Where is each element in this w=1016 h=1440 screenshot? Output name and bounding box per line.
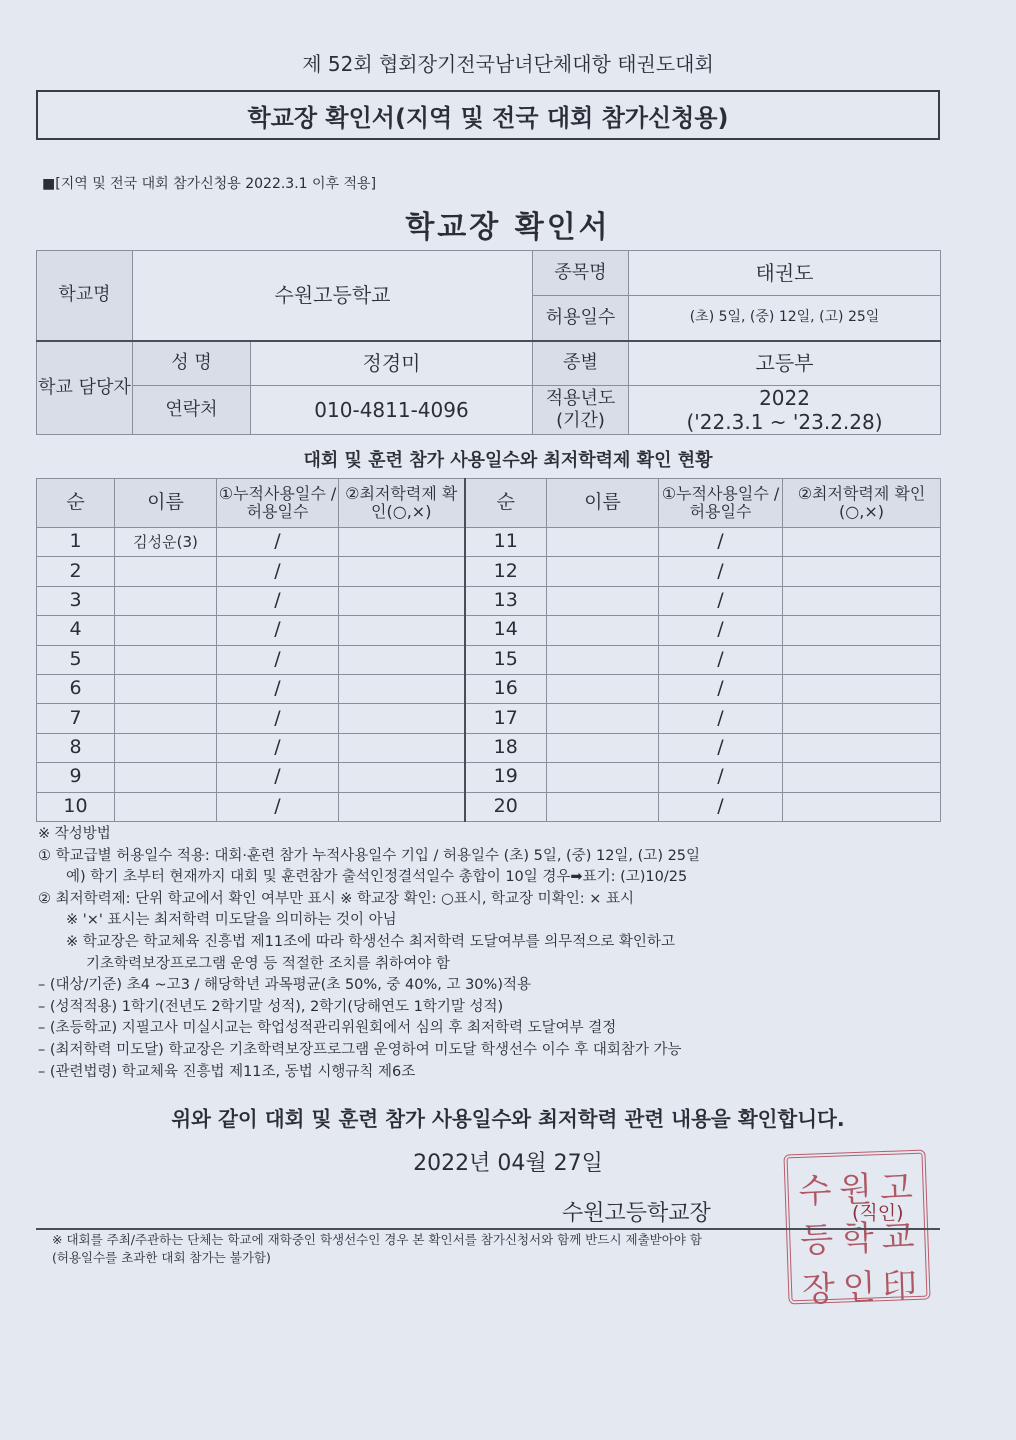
days-used-cell: / <box>217 763 339 792</box>
guide-line: – (대상/기준) 초4 ~고3 / 해당학년 과목평균(초 50%, 중 40%, 고 30%)적용 <box>38 977 531 994</box>
event-title: 제 52회 협회장기전국남녀단체대항 태권도대회 <box>302 52 714 76</box>
official-seal-stamp <box>783 1150 930 1310</box>
year-text: 2022 <box>759 386 810 410</box>
athlete-name <box>115 674 217 703</box>
info-table <box>36 250 941 435</box>
document-header-box: 학교장 확인서(지역 및 전국 대회 참가신청용) <box>36 90 940 140</box>
table-row <box>37 792 941 821</box>
days-used-cell: / <box>659 704 783 733</box>
row-number: 7 <box>37 704 115 733</box>
sport-value: 태권도 <box>629 251 941 296</box>
row-number: 2 <box>37 557 115 586</box>
row-number: 15 <box>465 645 547 674</box>
academic-check-cell <box>783 528 941 557</box>
days-used-cell: / <box>217 674 339 703</box>
academic-check-cell <box>783 645 941 674</box>
seal-char: 원 <box>838 1169 873 1211</box>
days-used-cell: / <box>659 645 783 674</box>
guide-line: ※ '×' 표시는 최저학력 미도달을 의미하는 것이 아님 <box>66 912 397 929</box>
athlete-name <box>547 792 659 821</box>
days-used-cell: / <box>217 557 339 586</box>
academic-check-cell <box>339 733 465 762</box>
period-text: ('22.3.1 ~ '23.2.28) <box>686 410 883 434</box>
guide-title: ※ 작성방법 <box>38 826 111 842</box>
seal-char: 인 <box>842 1267 877 1309</box>
manager-label: 학교 담당자 <box>37 341 133 435</box>
athlete-name <box>547 586 659 615</box>
sport-label: 종목명 <box>533 251 629 296</box>
days-used-cell: / <box>659 733 783 762</box>
academic-check-cell <box>783 616 941 645</box>
year-value <box>629 386 941 435</box>
guide-line: 기초학력보장프로그램 운영 등 적절한 조치를 취하여야 함 <box>86 955 450 972</box>
guide-line: – (관련법령) 학교체육 진흥법 제11조, 동법 시행규칙 제6조 <box>38 1063 416 1080</box>
footnote-line: (허용일수를 초과한 대회 참가는 불가함) <box>52 1250 271 1265</box>
row-number: 11 <box>465 528 547 557</box>
athlete-name <box>547 557 659 586</box>
col-header-days: ①누적사용일수 /허용일수 <box>659 479 783 528</box>
athlete-name <box>547 528 659 557</box>
school-name-value: 수원고등학교 <box>133 251 533 341</box>
footnote-line: ※ 대회를 주최/주관하는 단체는 학교에 재학중인 학생선수인 경우 본 확인서를 참가신청서와 함께 반드시 제출받아야 함 <box>52 1232 702 1247</box>
school-name-label: 학교명 <box>37 251 133 341</box>
academic-check-cell <box>339 645 465 674</box>
days-used-cell: / <box>217 586 339 615</box>
guide-line: ① 학교급별 허용일수 적용: 대회·훈련 참가 누적사용일수 기입 / 허용일수 (초) 5일, (중) 12일, (고) 25일 <box>38 847 701 864</box>
academic-check-cell <box>339 586 465 615</box>
guide-line: – (최저학력 미도달) 학교장은 기초학력보장프로그램 운영하여 미도달 학생선수 이수 후 대회참가 가능 <box>38 1041 682 1058</box>
athlete-name <box>115 586 217 615</box>
col-header-days: ①누적사용일수 /허용일수 <box>217 479 339 528</box>
athlete-name <box>547 645 659 674</box>
row-number: 12 <box>465 557 547 586</box>
col-header-name: 이름 <box>547 479 659 528</box>
days-used-cell: / <box>659 586 783 615</box>
table-row <box>37 704 941 733</box>
row-number: 16 <box>465 674 547 703</box>
athlete-name <box>115 704 217 733</box>
row-number: 18 <box>465 733 547 762</box>
confirmation-statement: 위와 같이 대회 및 훈련 참가 사용일수와 최저학력 관련 내용을 확인합니다. <box>171 1107 845 1131</box>
status-title: 대회 및 훈련 참가 사용일수와 최저학력제 확인 현황 <box>303 450 713 471</box>
table-row <box>37 674 941 703</box>
days-used-cell: / <box>217 645 339 674</box>
col-header-academic: ②최저학력제 확인(○,×) <box>783 479 941 528</box>
seal-char: 학 <box>840 1218 875 1260</box>
row-number: 13 <box>465 586 547 615</box>
table-row <box>37 645 941 674</box>
academic-check-cell <box>339 674 465 703</box>
row-number: 8 <box>37 733 115 762</box>
row-number: 14 <box>465 616 547 645</box>
academic-check-cell <box>783 557 941 586</box>
year-label: 적용년도 (기간) <box>533 386 629 435</box>
col-header-no: 순 <box>37 479 115 528</box>
days-used-cell: / <box>217 616 339 645</box>
table-row <box>37 557 941 586</box>
athlete-name <box>547 674 659 703</box>
days-used-cell: / <box>659 616 783 645</box>
row-number: 6 <box>37 674 115 703</box>
athlete-name <box>547 616 659 645</box>
category-label: 종별 <box>533 341 629 386</box>
academic-check-cell <box>783 792 941 821</box>
allowed-days-label: 허용일수 <box>533 296 629 341</box>
row-number: 17 <box>465 704 547 733</box>
athlete-name <box>547 733 659 762</box>
table-row <box>37 763 941 792</box>
table-row <box>37 586 941 615</box>
seal-placeholder-text: (직인) <box>852 1202 904 1224</box>
days-used-cell: / <box>659 674 783 703</box>
row-number: 1 <box>37 528 115 557</box>
table-row <box>37 616 941 645</box>
academic-check-cell <box>339 792 465 821</box>
days-used-cell: / <box>659 792 783 821</box>
athlete-name <box>115 645 217 674</box>
name-label: 성 명 <box>133 341 251 386</box>
row-number: 19 <box>465 763 547 792</box>
academic-check-cell <box>339 763 465 792</box>
days-used-cell: / <box>217 528 339 557</box>
seal-char: 수 <box>797 1170 833 1213</box>
roster-table <box>36 478 941 822</box>
seal-char: 교 <box>880 1217 916 1259</box>
guide-line: – (초등학교) 지필고사 미실시교는 학업성적관리위원회에서 심의 후 최저학력 도달여부 결정 <box>38 1020 617 1037</box>
academic-check-cell <box>783 674 941 703</box>
footer-divider <box>36 1228 940 1230</box>
days-used-cell: / <box>659 528 783 557</box>
row-number: 10 <box>37 792 115 821</box>
row-number: 9 <box>37 763 115 792</box>
name-value: 정경미 <box>251 341 533 386</box>
athlete-name <box>547 704 659 733</box>
category-value: 고등부 <box>629 341 941 386</box>
seal-char: 등 <box>799 1219 834 1261</box>
athlete-name: 김성운(3) <box>115 528 217 557</box>
seal-char: 고 <box>879 1168 914 1210</box>
signer-title: 수원고등학교장 <box>562 1201 711 1226</box>
row-number: 20 <box>465 792 547 821</box>
athlete-name <box>115 557 217 586</box>
row-number: 5 <box>37 645 115 674</box>
academic-check-cell <box>339 616 465 645</box>
row-number: 3 <box>37 586 115 615</box>
form-title: 학교장 확인서 <box>405 210 611 245</box>
academic-check-cell <box>339 557 465 586</box>
row-number: 4 <box>37 616 115 645</box>
contact-value: 010-4811-4096 <box>251 386 533 435</box>
guide-line: – (성적적용) 1학기(전년도 2학기말 성적), 2학기(당해연도 1학기말 성적) <box>38 998 504 1015</box>
seal-char: 印 <box>882 1265 918 1308</box>
days-used-cell: / <box>217 792 339 821</box>
col-header-name: 이름 <box>115 479 217 528</box>
col-header-no: 순 <box>465 479 547 528</box>
athlete-name <box>115 792 217 821</box>
issue-date: 2022년 04월 27일 <box>413 1151 603 1176</box>
academic-check-cell <box>783 704 941 733</box>
academic-check-cell <box>783 586 941 615</box>
athlete-name <box>115 733 217 762</box>
athlete-name <box>115 616 217 645</box>
allowed-days-value: (초) 5일, (중) 12일, (고) 25일 <box>629 296 941 341</box>
contact-label: 연락처 <box>133 386 251 435</box>
academic-check-cell <box>339 704 465 733</box>
col-header-academic: ②최저학력제 확인(○,×) <box>339 479 465 528</box>
athlete-name <box>115 763 217 792</box>
academic-check-cell <box>783 763 941 792</box>
guide-line: ※ 학교장은 학교체육 진흥법 제11조에 따라 학생선수 최저학력 도달여부를 의무적으로 확인하고 <box>66 933 675 950</box>
footnote <box>52 1231 702 1267</box>
athlete-name <box>547 763 659 792</box>
academic-check-cell <box>339 528 465 557</box>
table-row <box>37 733 941 762</box>
form-note: ■[지역 및 전국 대회 참가신청용 2022.3.1 이후 적용] <box>42 176 377 192</box>
table-row <box>37 528 941 557</box>
days-used-cell: / <box>217 704 339 733</box>
days-used-cell: / <box>659 763 783 792</box>
guide-line: 예) 학기 초부터 현재까지 대회 및 훈련참가 출석인정결석일수 총합이 10일 경우➡표기: (고)10/25 <box>66 869 688 886</box>
guide-line: ② 최저학력제: 단위 학교에서 확인 여부만 표시 ※ 학교장 확인: ○표시, 학교장 미확인: × 표시 <box>38 890 634 907</box>
seal-char: 장 <box>801 1268 836 1310</box>
days-used-cell: / <box>217 733 339 762</box>
writing-guide <box>38 824 968 1083</box>
academic-check-cell <box>783 733 941 762</box>
days-used-cell: / <box>659 557 783 586</box>
